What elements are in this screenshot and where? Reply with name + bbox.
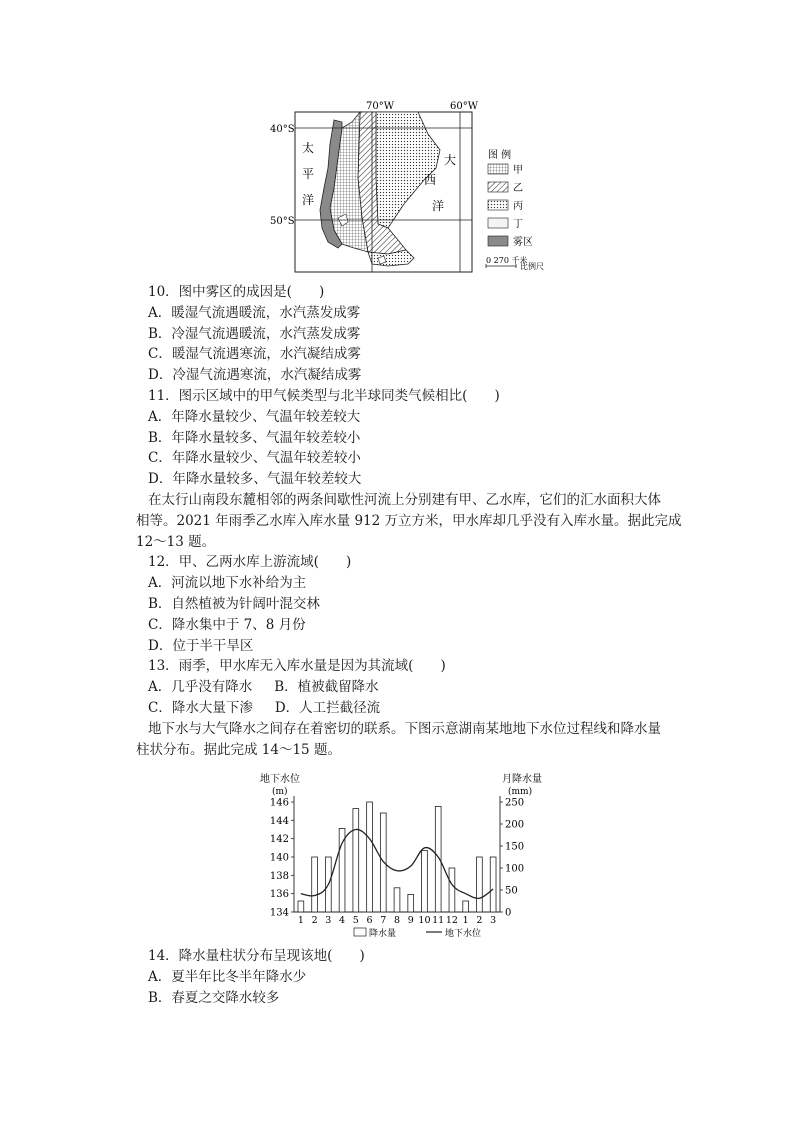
precip-bar bbox=[490, 857, 496, 912]
month-label: 10 bbox=[418, 915, 431, 926]
chart-right-axis-title: 月降水量 bbox=[502, 774, 542, 785]
month-label: 2 bbox=[476, 915, 483, 926]
right-tick-label: 100 bbox=[505, 863, 525, 875]
q13-stem: 13．雨季，甲水库无入库水量是因为其流域( ) bbox=[148, 658, 446, 675]
intro12-line-2: 相等。2021 年雨季乙水库入库水量 912 万立方米，甲水库却几乎没有入库水量。据此完成 bbox=[136, 512, 682, 529]
q13-options-row-2 bbox=[136, 698, 696, 719]
q11-stem: 11．图示区域中的甲气候类型与北半球同类气候相比( ) bbox=[148, 387, 500, 404]
patagonia-climate-map bbox=[268, 98, 560, 280]
legend-swatch-bing bbox=[488, 200, 508, 210]
precip-bar bbox=[422, 850, 428, 912]
month-label: 12 bbox=[445, 915, 458, 926]
lat-label-50s: 50°S bbox=[270, 216, 295, 227]
q12-option-b: B．自然植被为针阔叶混交林 bbox=[148, 595, 320, 612]
intro14-line-2: 柱状分布。据此完成 14～15 题。 bbox=[136, 741, 341, 758]
month-label: 5 bbox=[352, 915, 359, 926]
q12-option-a: A．河流以地下水补给为主 bbox=[148, 575, 307, 592]
precip-bar bbox=[449, 868, 455, 912]
month-label: 3 bbox=[325, 915, 332, 926]
lon-label-70w: 70°W bbox=[366, 101, 395, 112]
precip-bar bbox=[367, 802, 373, 912]
q10-option-d: D．冷湿气流遇寒流，水汽凝结成雾 bbox=[148, 367, 362, 384]
left-tick-label: 140 bbox=[269, 852, 289, 864]
q11-option-c: C．年降水量较少、气温年较差较小 bbox=[148, 450, 361, 467]
q12-option-d: D．位于半干旱区 bbox=[148, 637, 254, 654]
right-tick-label: 250 bbox=[505, 797, 525, 809]
left-tick-label: 142 bbox=[269, 834, 289, 846]
q12-stem: 12．甲、乙两水库上游流域( ) bbox=[148, 554, 352, 571]
precip-bar bbox=[477, 857, 483, 912]
month-label: 4 bbox=[339, 915, 346, 926]
legend-swatch-ding bbox=[488, 218, 508, 228]
q14-option-b: B．春夏之交降水较多 bbox=[148, 989, 280, 1006]
q13-options-row-1 bbox=[136, 677, 696, 698]
month-label: 1 bbox=[297, 915, 304, 926]
precip-bar bbox=[408, 894, 414, 912]
right-tick-label: 200 bbox=[505, 819, 525, 831]
month-label: 11 bbox=[432, 915, 445, 926]
groundwater-precip-chart bbox=[250, 770, 550, 940]
month-label: 7 bbox=[380, 915, 387, 926]
left-tick-label: 146 bbox=[269, 797, 289, 809]
precip-bar bbox=[463, 901, 469, 912]
map-legend bbox=[486, 148, 544, 271]
q11-option-b: B．年降水量较多、气温年较差较小 bbox=[148, 429, 361, 446]
month-label: 3 bbox=[490, 915, 497, 926]
scale-caption: 比例尺 bbox=[520, 262, 544, 271]
q13-option-c: C．降水大量下渗 bbox=[148, 699, 253, 716]
q14-stem: 14．降水量柱状分布呈现该地( ) bbox=[148, 948, 365, 964]
intro14-line-1: 地下水与大气降水之间存在着密切的联系。下图示意湖南某地地下水位过程线和降水量 bbox=[148, 720, 661, 737]
month-label: 2 bbox=[311, 915, 318, 926]
q12-option-c: C．降水集中于 7、8 月份 bbox=[148, 616, 306, 633]
month-label: 6 bbox=[366, 915, 373, 926]
legend-swatch-precip bbox=[354, 928, 366, 936]
month-label: 9 bbox=[407, 915, 414, 926]
chart-plot-area bbox=[270, 796, 524, 926]
question-block-10-13 bbox=[136, 282, 696, 760]
chart-left-axis-title: 地下水位 bbox=[260, 774, 300, 785]
legend-title: 图 例 bbox=[488, 150, 512, 161]
chart-left-axis-unit: (m) bbox=[272, 787, 288, 797]
q10-option-c: C．暖湿气流遇寒流，水汽凝结成雾 bbox=[148, 346, 361, 363]
precip-bar bbox=[394, 888, 400, 912]
q10-option-b: B．冷湿气流遇暖流，水汽蒸发成雾 bbox=[148, 325, 361, 342]
q13-option-b: B．植被截留降水 bbox=[274, 679, 379, 696]
legend-label-bing: 丙 bbox=[513, 201, 523, 212]
left-tick-label: 144 bbox=[269, 815, 289, 827]
atlantic-label-2: 西 bbox=[424, 173, 437, 187]
q10-option-a: A．暖湿气流遇暖流，水汽蒸发成雾 bbox=[148, 304, 361, 321]
scale-text: 0 270 千米 bbox=[486, 256, 528, 265]
precip-bar bbox=[339, 828, 345, 912]
legend-label-ding: 丁 bbox=[513, 219, 523, 230]
intro12-line-1: 在太行山南段东麓相邻的两条间歇性河流上分别建有甲、乙水库，它们的汇水面积大体 bbox=[148, 491, 661, 508]
legend-label-jia: 甲 bbox=[513, 165, 523, 176]
legend-label-groundwater: 地下水位 bbox=[445, 929, 482, 939]
chart-legend bbox=[354, 927, 481, 939]
left-tick-label: 136 bbox=[269, 889, 289, 901]
legend-label-precip: 降水量 bbox=[369, 929, 397, 939]
legend-swatch-yi bbox=[488, 182, 508, 192]
q11-option-d: D．年降水量较多、气温年较差较大 bbox=[148, 471, 362, 488]
chart-right-axis-unit: (mm) bbox=[508, 787, 533, 797]
pacific-label-2: 平 bbox=[302, 167, 315, 181]
legend-swatch-jia bbox=[488, 164, 508, 174]
right-tick-label: 0 bbox=[505, 907, 512, 919]
legend-label-fog: 雾区 bbox=[513, 237, 533, 248]
lat-label-40s: 40°S bbox=[270, 124, 295, 135]
q14-option-a: A．夏半年比冬半年降水少 bbox=[148, 968, 307, 985]
right-tick-label: 150 bbox=[505, 841, 525, 853]
precip-bar bbox=[353, 809, 359, 912]
right-tick-label: 50 bbox=[505, 885, 518, 897]
month-label: 8 bbox=[393, 915, 401, 926]
q13-option-a: A．几乎没有降水 bbox=[148, 679, 253, 696]
intro12-line-3: 12～13 题。 bbox=[136, 533, 216, 550]
question-block-14 bbox=[136, 946, 696, 1008]
q10-stem: 10．图中雾区的成因是( ) bbox=[148, 284, 325, 300]
q11-option-a: A．年降水量较少、气温年较差较大 bbox=[148, 408, 361, 425]
atlantic-label-3: 洋 bbox=[432, 199, 445, 213]
legend-swatch-fog bbox=[488, 236, 508, 246]
legend-label-yi: 乙 bbox=[513, 183, 523, 194]
q13-option-d: D．人工拦截径流 bbox=[274, 699, 381, 716]
atlantic-label-1: 大 bbox=[444, 153, 457, 167]
lon-label-60w: 60°W bbox=[450, 101, 479, 112]
left-tick-label: 134 bbox=[269, 907, 289, 919]
pacific-label-3: 洋 bbox=[302, 193, 315, 207]
left-tick-label: 138 bbox=[269, 870, 289, 882]
precip-bar bbox=[298, 901, 304, 912]
month-label: 1 bbox=[462, 915, 469, 926]
pacific-label-1: 太 bbox=[302, 141, 315, 155]
precip-bar bbox=[312, 857, 318, 912]
